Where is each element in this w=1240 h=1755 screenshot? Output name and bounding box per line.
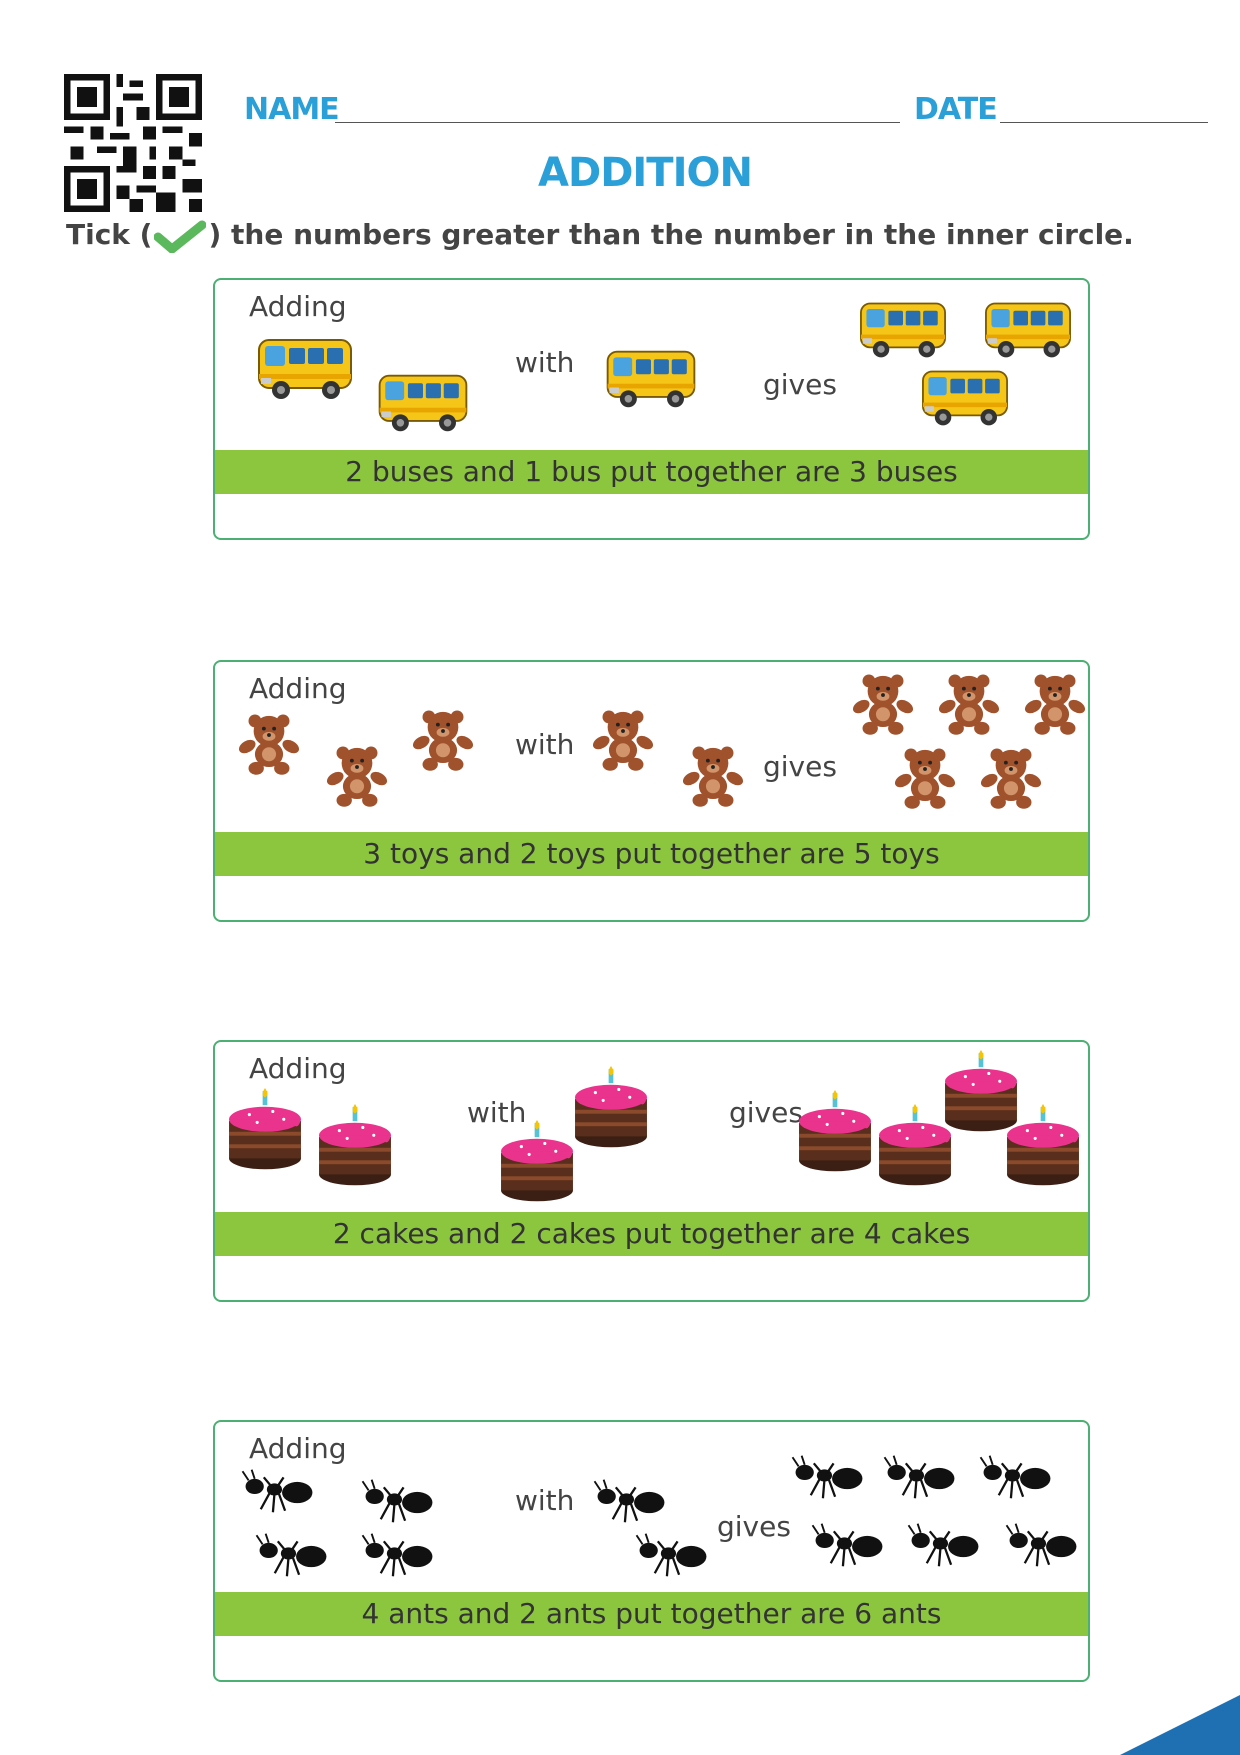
gives-label: gives <box>763 750 837 783</box>
ant-icon <box>241 1468 317 1514</box>
sentence-band: 2 buses and 1 bus put together are 3 buses <box>215 450 1088 494</box>
adding-label: Adding <box>249 1052 347 1085</box>
ant-icon <box>979 1454 1055 1500</box>
teddy-bear-icon <box>325 744 389 808</box>
with-label: with <box>515 728 575 761</box>
ant-icon <box>811 1522 887 1568</box>
bus-icon <box>980 298 1076 362</box>
ant-icon <box>1005 1522 1081 1568</box>
instruction-end: ) the numbers greater than the number in the inner circle. <box>208 218 1134 251</box>
teddy-bear-icon <box>937 672 1001 736</box>
teddy-bear-icon <box>893 746 957 810</box>
birthday-cake-icon <box>497 1120 577 1206</box>
sentence-band: 3 toys and 2 toys put together are 5 toys <box>215 832 1088 876</box>
addition-card-toys <box>213 660 1090 922</box>
teddy-bear-icon <box>411 708 475 772</box>
with-label: with <box>515 346 575 379</box>
birthday-cake-icon <box>795 1090 875 1176</box>
addition-card-ants <box>213 1420 1090 1682</box>
date-field[interactable] <box>1000 122 1208 123</box>
name-field[interactable] <box>335 122 900 123</box>
adding-label: Adding <box>249 1432 347 1465</box>
teddy-bear-icon <box>851 672 915 736</box>
bus-icon <box>855 298 951 362</box>
teddy-bear-icon <box>237 712 301 776</box>
addition-card-buses <box>213 278 1090 540</box>
adding-label: Adding <box>249 672 347 705</box>
ant-icon <box>255 1532 331 1578</box>
with-label: with <box>515 1484 575 1517</box>
teddy-bear-icon <box>591 708 655 772</box>
name-label: NAME <box>244 92 339 127</box>
checkmark-icon <box>154 219 206 253</box>
birthday-cake-icon <box>571 1066 651 1152</box>
birthday-cake-icon <box>315 1104 395 1190</box>
ant-icon <box>907 1522 983 1568</box>
with-label: with <box>467 1096 527 1129</box>
birthday-cake-icon <box>225 1088 305 1174</box>
sentence-band: 4 ants and 2 ants put together are 6 ants <box>215 1592 1088 1636</box>
ant-icon <box>361 1478 437 1524</box>
teddy-bear-icon <box>1023 672 1087 736</box>
bus-icon <box>375 370 471 436</box>
ant-icon <box>361 1532 437 1578</box>
gives-label: gives <box>763 368 837 401</box>
addition-card-cakes <box>213 1040 1090 1302</box>
instruction <box>66 218 1134 253</box>
sentence-band: 2 cakes and 2 cakes put together are 4 cakes <box>215 1212 1088 1256</box>
instruction-start: Tick ( <box>66 218 153 251</box>
teddy-bear-icon <box>979 746 1043 810</box>
gives-label: gives <box>729 1096 803 1129</box>
adding-label: Adding <box>249 290 347 323</box>
bus-icon <box>917 366 1013 430</box>
bus-icon <box>603 346 699 412</box>
page-title: ADDITION <box>538 150 752 196</box>
ant-icon <box>883 1454 959 1500</box>
ant-icon <box>593 1478 669 1524</box>
teddy-bear-icon <box>681 744 745 808</box>
ant-icon <box>791 1454 867 1500</box>
bus-icon <box>255 334 355 404</box>
ant-icon <box>635 1532 711 1578</box>
gives-label: gives <box>717 1510 791 1543</box>
corner-decoration <box>1080 1695 1240 1755</box>
date-label: DATE <box>914 92 997 127</box>
birthday-cake-icon <box>1003 1104 1083 1190</box>
